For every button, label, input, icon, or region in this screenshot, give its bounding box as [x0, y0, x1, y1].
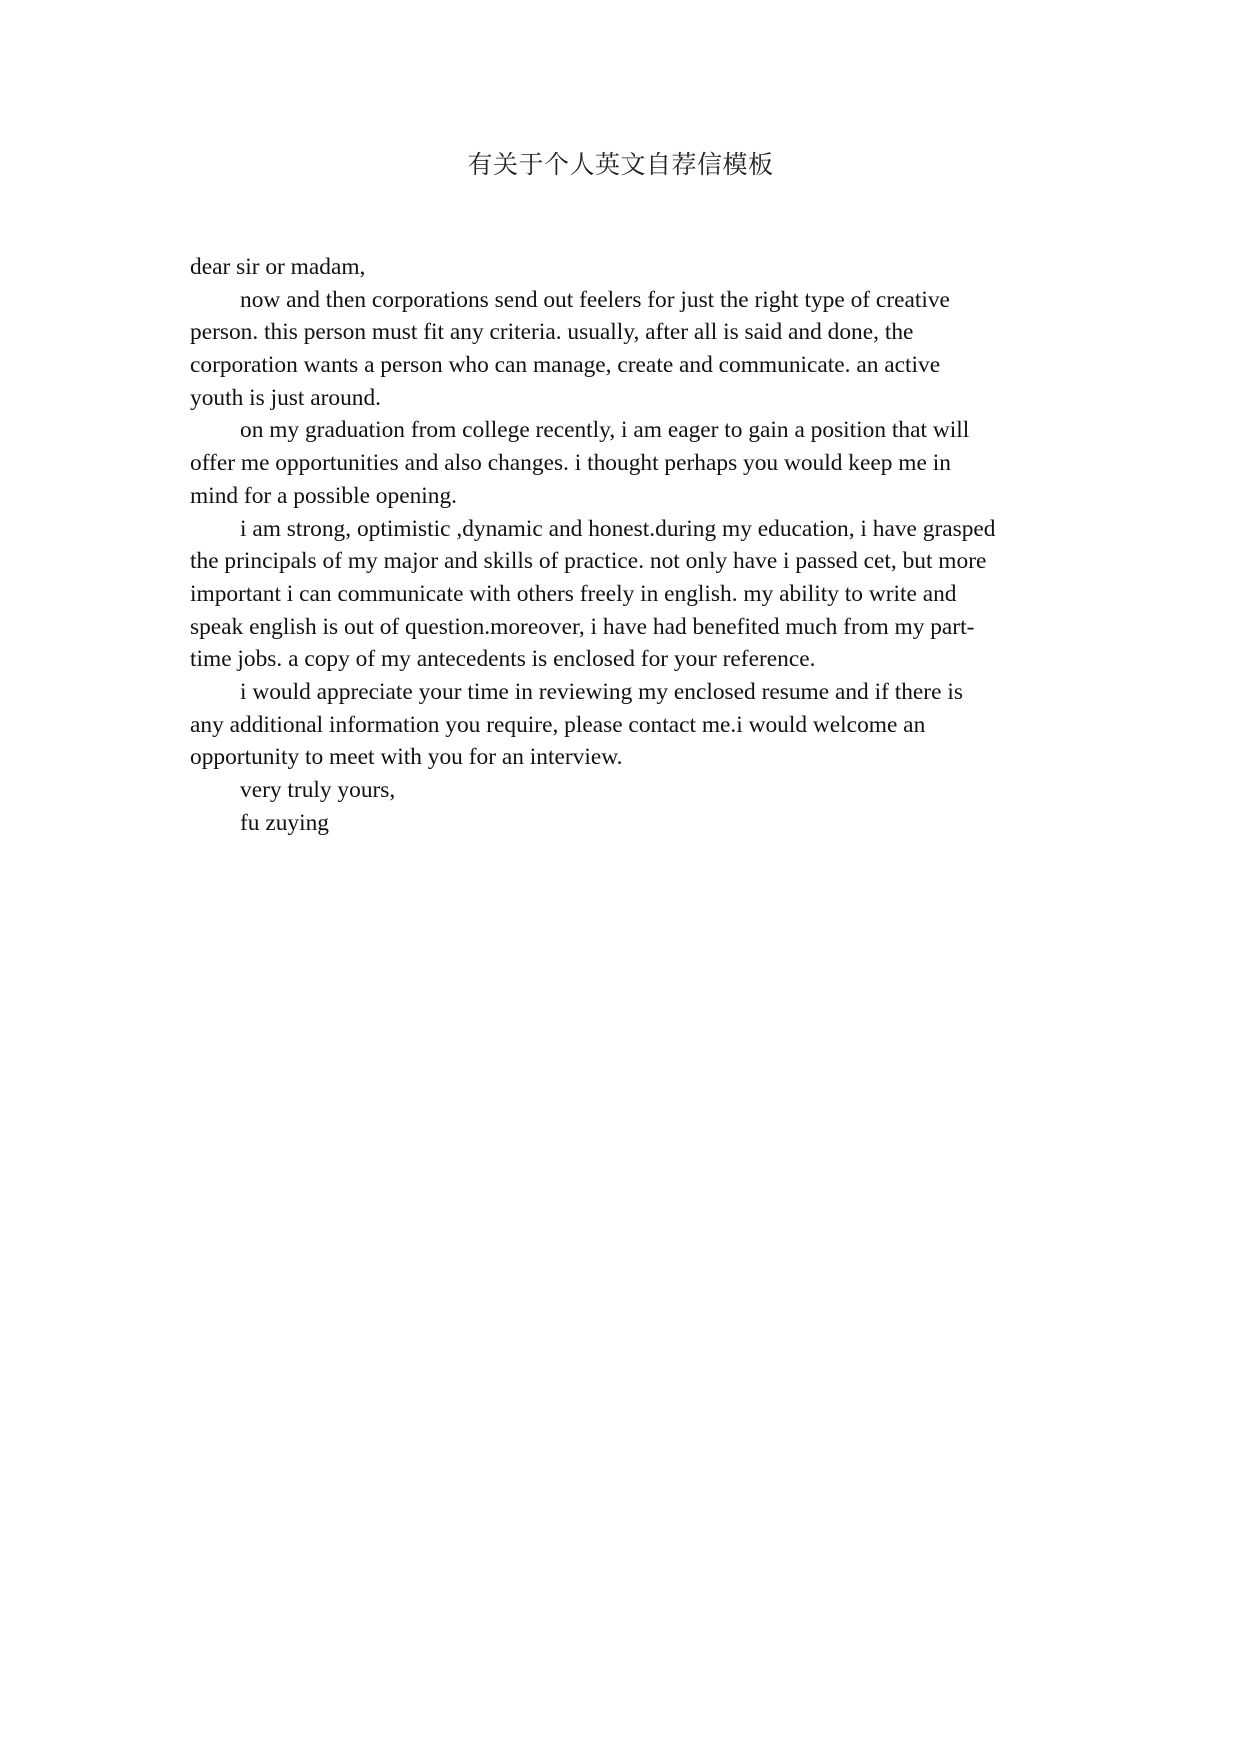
text-line: now and then corporations send out feelers for just the right type of creative	[240, 286, 950, 313]
text-line: important i can communicate with others freely in english. my ability to write and	[190, 580, 957, 607]
document-title: 有关于个人英文自荐信模板	[467, 150, 774, 179]
text-line: corporation wants a person who can manage, create and communicate. an active	[190, 352, 941, 379]
text-line: opportunity to meet with you for an interview.	[190, 744, 623, 771]
letter-body	[190, 251, 1060, 839]
text-line: the principals of my major and skills of practice. not only have i passed cet, but more	[190, 548, 987, 575]
text-line: mind for a possible opening.	[190, 482, 458, 509]
text-line: any additional information you require, please contact me.i would welcome an	[190, 711, 926, 738]
text-line: speak english is out of question.moreover, i have had benefited much from my part-	[190, 613, 975, 640]
text-line: i am strong, optimistic ,dynamic and honest.during my education, i have grasped	[240, 515, 996, 542]
text-line: time jobs. a copy of my antecedents is enclosed for your reference.	[190, 646, 816, 673]
text-line: on my graduation from college recently, i am eager to gain a position that will	[240, 417, 970, 444]
text-line: person. this person must fit any criteria. usually, after all is said and done, the	[190, 319, 914, 346]
text-line: offer me opportunities and also changes. i thought perhaps you would keep me in	[190, 450, 951, 477]
text-line: i would appreciate your time in reviewing my enclosed resume and if there is	[240, 678, 963, 705]
signature-name: fu zuying	[240, 809, 329, 836]
text-line: dear sir or madam,	[190, 254, 366, 280]
closing-line: very truly yours,	[240, 777, 396, 803]
text-line: youth is just around.	[190, 384, 382, 411]
